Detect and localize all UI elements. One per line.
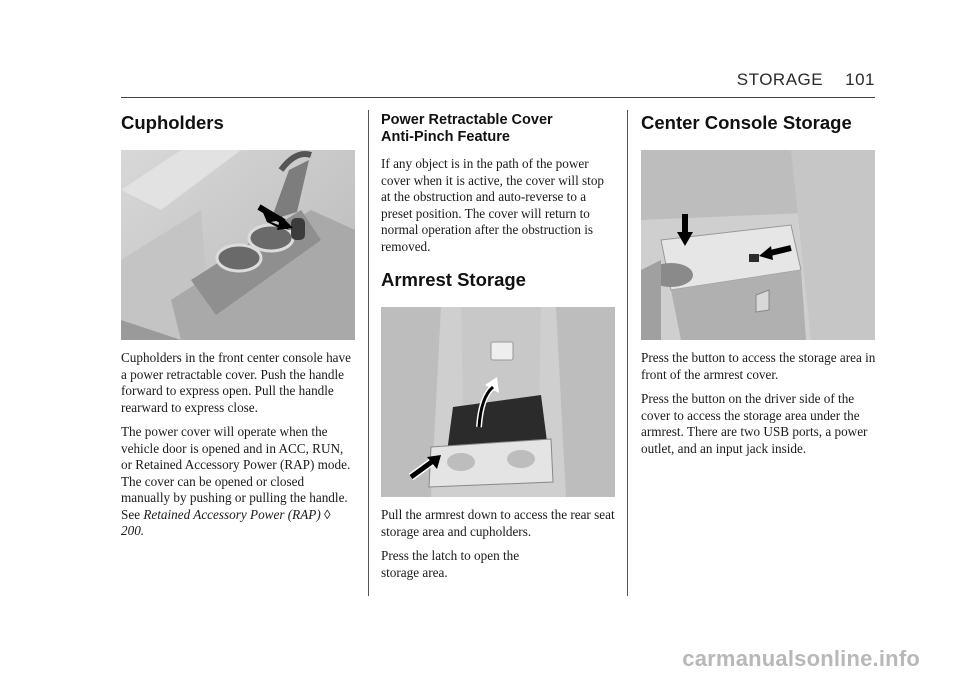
center-console-paragraph-1: Press the button to access the storage area in front of the armrest cover.: [641, 350, 876, 382]
center-console-photo: [641, 150, 875, 340]
section-name: STORAGE: [736, 70, 824, 89]
column-cupholders: [121, 108, 356, 548]
page-ref-number[interactable]: 200.: [121, 523, 145, 538]
watermark: carmanualsonline.info: [682, 646, 920, 671]
running-header: [737, 70, 875, 90]
anti-pinch-paragraph: If any object is in the path of the power cover when it is active, the cover will stop at the obstruction and auto-reverse to a preset position. The cover will return to normal operation after the obstruction is removed.: [381, 156, 605, 254]
cupholders-paragraph-1: Cupholders in the front center console have a power retractable cover. Push the handle forward to express open. Pull the handle rearward to express close.: [121, 350, 351, 415]
header-rule: [121, 97, 875, 98]
armrest-paragraph-1: Pull the armrest down to access the rear seat storage area and cupholders.: [381, 507, 615, 539]
column-divider-2: [627, 110, 628, 596]
armrest-paragraph-2: Press the latch to open the storage area.: [381, 548, 520, 580]
armrest-photo: [381, 307, 615, 497]
page-number: 101: [845, 70, 875, 89]
column-divider-1: [368, 110, 369, 596]
armrest-heading: Armrest Storage: [381, 269, 526, 290]
anti-pinch-heading: Power Retractable Cover Anti-Pinch Feature: [381, 112, 553, 145]
cupholders-photo: [121, 150, 355, 340]
column-center-console: [641, 108, 876, 465]
cupholders-heading: Cupholders: [121, 112, 224, 133]
column-armrest: [381, 108, 616, 589]
page-ref-symbol: ◊: [324, 506, 331, 522]
cupholders-paragraph-2: The power cover will operate when the vehicle door is opened and in ACC, RUN, or Retained Accessory Power (RAP) mode. The cover can be opened or closed manually by pushing or pulling the handle. See Retained Accessory Power (RAP) ◊ 200.: [121, 424, 351, 538]
center-console-paragraph-2: Press the button on the driver side of the cover to access the storage area under the armrest. There are two USB ports, a power outlet, and an input jack inside.: [641, 391, 868, 456]
center-console-heading: Center Console Storage: [641, 112, 852, 133]
rap-reference-link[interactable]: Retained Accessory Power (RAP): [143, 506, 321, 522]
